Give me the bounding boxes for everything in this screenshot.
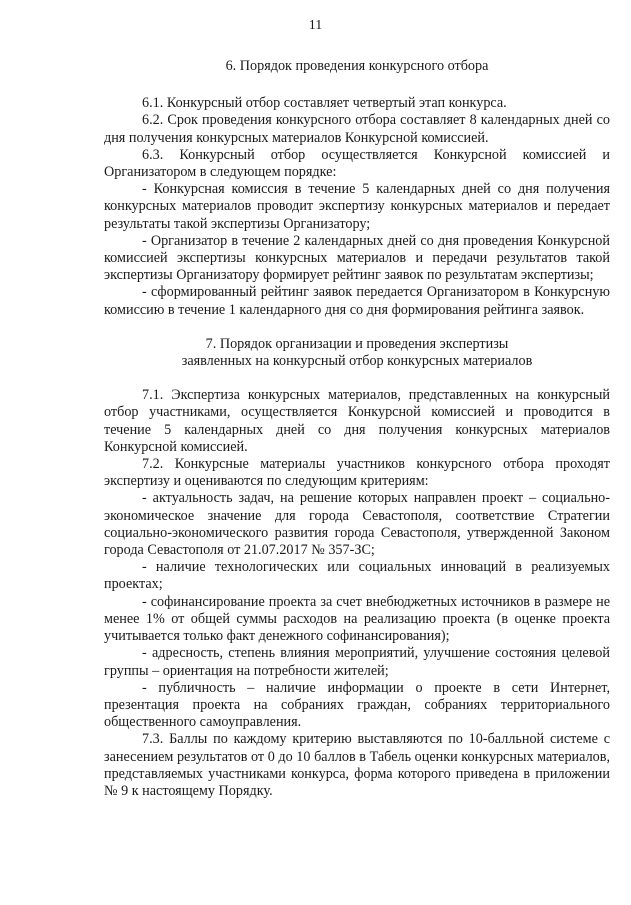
list-item: - адресность, степень влияния мероприятий, улучшение состояния целевой группы – ориентация на потребности жителей; [104,645,610,679]
paragraph-6-1: 6.1. Конкурсный отбор составляет четвертый этап конкурса. [142,95,507,112]
document-body [104,58,610,800]
list-item: - софинансирование проекта за счет внебюджетных источников в размере не менее 1% от общей суммы расходов на реализацию проекта (в оценке проекта учитывается только факт денежного софинансирования); [104,593,610,645]
page-number: 11 [308,18,323,33]
list-item: - публичность – наличие информации о проекте в сети Интернет, презентация проекта на собраниях граждан, собраниях территориального общественного самоуправления. [104,679,610,731]
paragraph-7-3: 7.3. Баллы по каждому критерию выставляются по 10-балльной системе с занесением результатов от 0 до 10 баллов в Табель оценки конкурсных материалов, представляемых участниками конкурса, форма которого приведена в приложении № 9 к настоящему Порядку. [104,731,610,799]
list-item: - сформированный рейтинг заявок передается Организатором в Конкурсную комиссию в течение 1 календарного дня со дня формирования рейтинга заявок. [104,284,610,318]
paragraph-6-3: 6.3. Конкурсный отбор осуществляется Конкурсной комиссией и Организатором в следующем порядке: [104,146,610,181]
list-item: - Организатор в течение 2 календарных дней со дня проведения Конкурсной комиссией экспертизы конкурсных материалов и передачи результатов такой экспертизы Организатору формирует рейтинг заявок по результатам экспертизы; [104,232,610,284]
list-item: - Конкурсная комиссия в течение 5 календарных дней со дня получения конкурсных материалов проводит экспертизу конкурсных материалов и передает результаты такой экспертизы Организатору; [104,181,610,232]
section-6-title: 6. Порядок проведения конкурсного отбора [225,58,489,74]
section-7-title-line-1: 7. Порядок организации и проведения экспертизы [205,335,509,352]
paragraph-7-1: 7.1. Экспертиза конкурсных материалов, представленных на конкурсный отбор участниками, осуществляется Конкурсной комиссией и проводится в течение 5 календарных дней со дня получения конкурсных материалов Конкурсной комиссией. [104,387,610,455]
paragraph-6-2: 6.2. Срок проведения конкурсного отбора составляет 8 календарных дней со дня получения конкурсных материалов Конкурсной комиссией. [104,112,610,146]
list-item: - актуальность задач, на решение которых направлен проект – социально-экономическое значение для города Севастополя, соответствие Стратегии социально-экономического развития города Севастополя, утвержденной Законом города Севастополя от 21.07.2017 № 357-ЗС; [104,490,610,559]
list-item: - наличие технологических или социальных инноваций в реализуемых проектах; [104,559,610,593]
paragraph-7-2: 7.2. Конкурсные материалы участников конкурсного отбора проходят экспертизу и оцениваются по следующим критериям: [104,456,610,490]
section-7-title-line-2: заявленных на конкурсный отбор конкурсных материалов [181,353,533,370]
